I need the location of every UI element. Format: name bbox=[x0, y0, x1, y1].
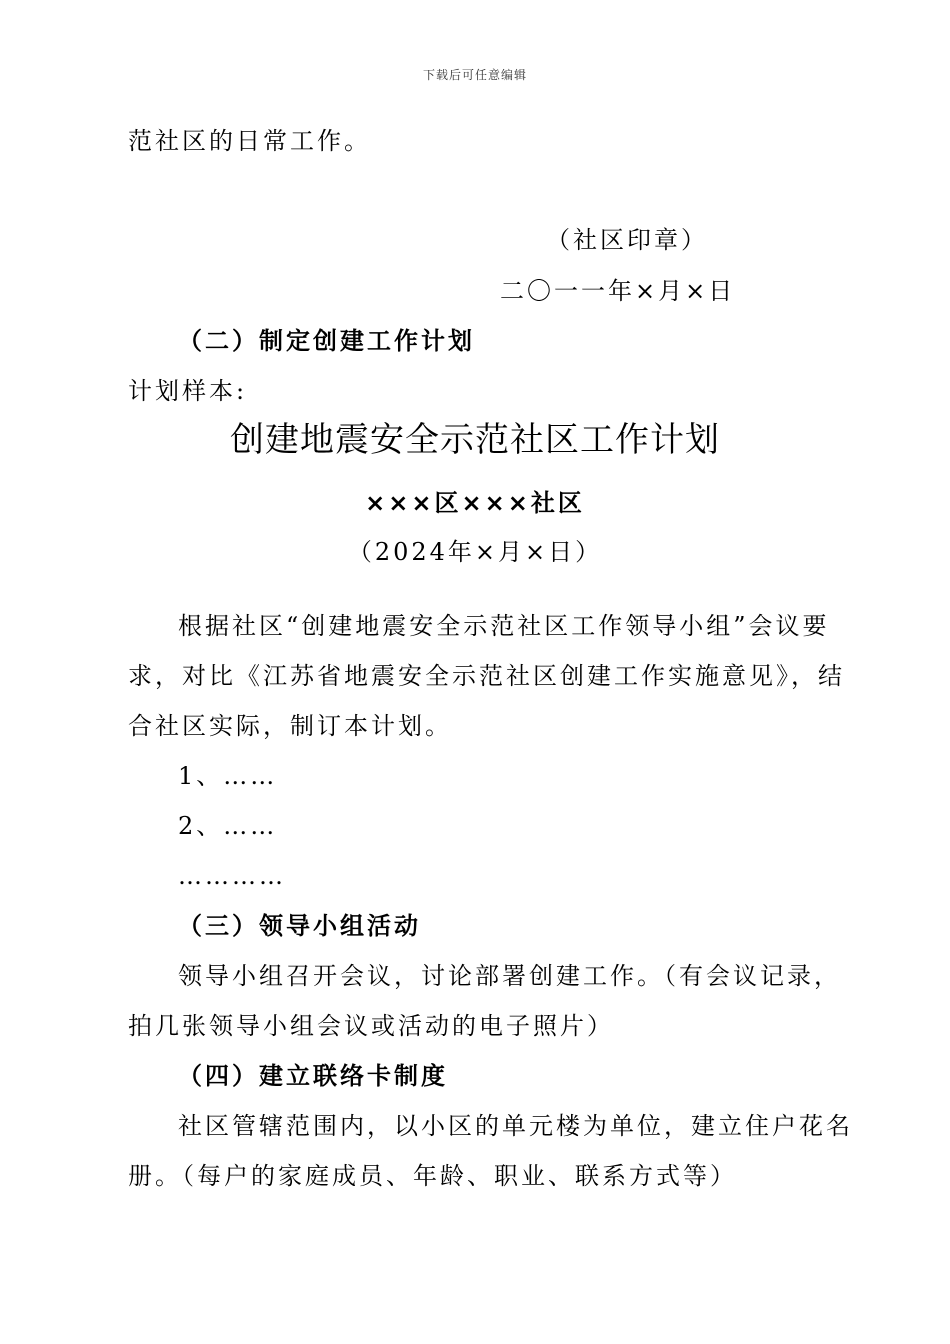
paragraph-line: 册。（每户的家庭成员、年龄、职业、联系方式等） bbox=[128, 1162, 737, 1190]
paragraph-line: 根据社区“创建地震安全示范社区工作领导小组”会议要 bbox=[178, 612, 830, 640]
section-heading: （三）领导小组活动 bbox=[178, 912, 421, 940]
section-heading: （四）建立联络卡制度 bbox=[178, 1062, 448, 1090]
paragraph-line: 求，对比《江苏省地震安全示范社区创建工作实施意见》，结 bbox=[128, 662, 845, 690]
plan-date: （2024年×月×日） bbox=[347, 538, 603, 566]
paragraph-line: 合社区实际，制订本计划。 bbox=[128, 712, 452, 740]
section-heading: （二）制定创建工作计划 bbox=[178, 327, 475, 355]
paragraph-line: 社区管辖范围内，以小区的单元楼为单位，建立住户花名 bbox=[178, 1112, 853, 1140]
page-header: 下载后可任意编辑 bbox=[422, 68, 527, 82]
list-ellipsis: ………… bbox=[178, 862, 286, 890]
seal-note: （社区印章） bbox=[546, 226, 708, 254]
paragraph-line: 拍几张领导小组会议或活动的电子照片） bbox=[128, 1012, 614, 1040]
date-line: 二〇一一年×月×日 bbox=[500, 277, 736, 305]
list-item: 1、…… bbox=[178, 762, 278, 790]
paragraph-line: 范社区的日常工作。 bbox=[128, 127, 371, 155]
community-name: ×××区×××社区 bbox=[365, 489, 585, 517]
sample-label: 计划样本: bbox=[128, 377, 248, 405]
list-item: 2、…… bbox=[178, 812, 278, 840]
paragraph-line: 领导小组召开会议，讨论部署创建工作。（有会议记录， bbox=[178, 962, 841, 990]
document-title: 创建地震安全示范社区工作计划 bbox=[230, 420, 720, 460]
